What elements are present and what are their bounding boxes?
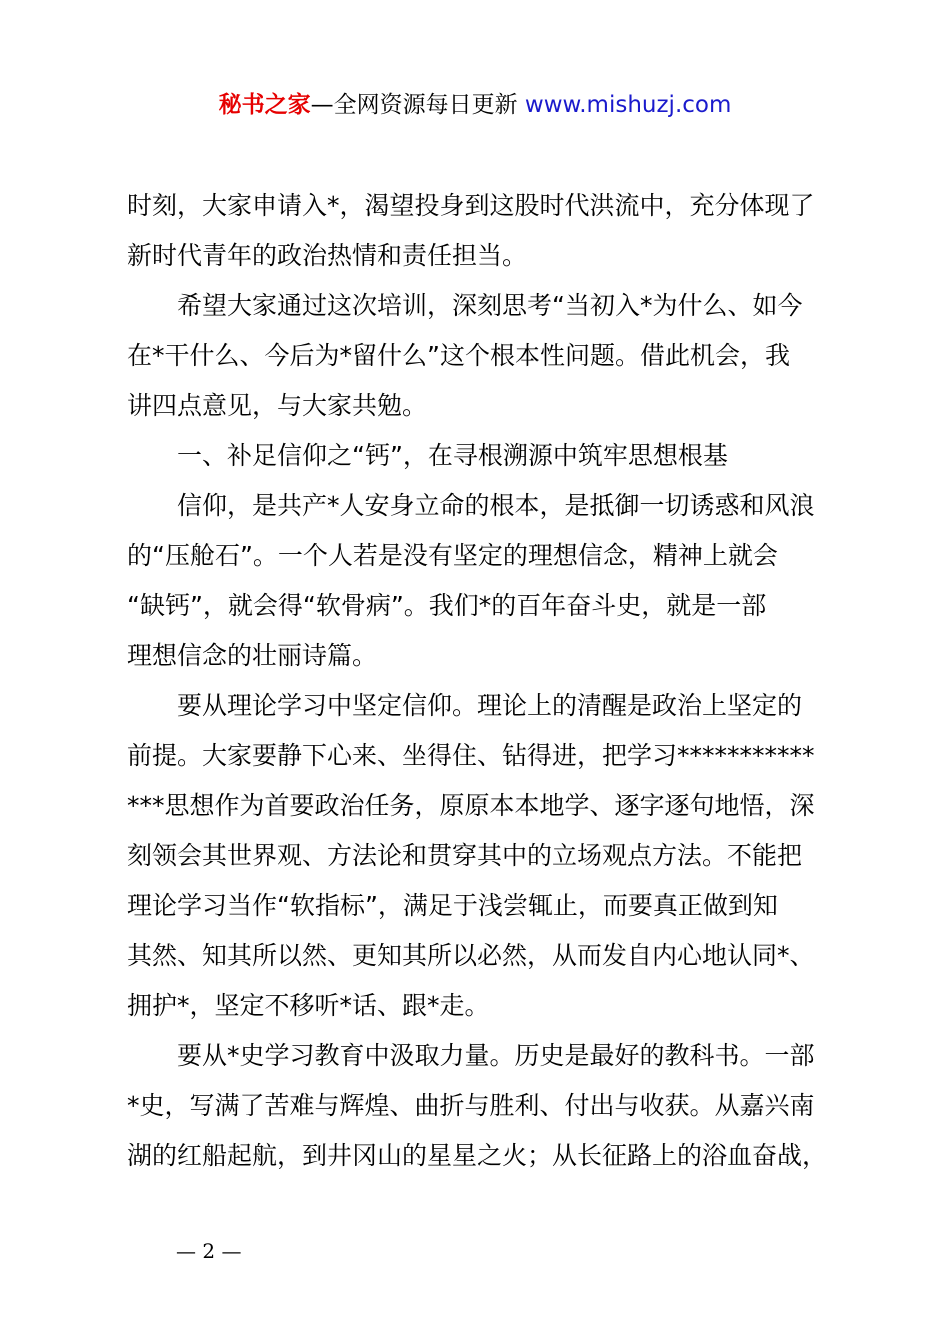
text-line: “缺钙”，就会得“软骨病”。我们*的百年奋斗史，就是一部 [127, 591, 767, 620]
text-line: 湖的红船起航，到井冈山的星星之火；从长征路上的浴血奋战， [127, 1141, 828, 1170]
text-line: 要从*史学习教育中汲取力量。历史是最好的教科书。一部 [127, 1041, 815, 1070]
text-line: 在*干什么、今后为*留什么”这个根本性问题。借此机会，我 [127, 341, 790, 370]
text-line: 信仰，是共产*人安身立命的根本，是抵御一切诱惑和风浪 [127, 491, 815, 520]
site-url-link[interactable]: www.mishuzj.com [524, 92, 732, 118]
page-number: — 2 — [176, 1239, 242, 1263]
site-header [0, 88, 950, 122]
site-tagline: —全网资源每日更新 [310, 92, 525, 118]
text-line: 其然、知其所以然、更知其所以必然，从而发自内心地认同*、 [127, 941, 815, 970]
text-line: 希望大家通过这次培训，深刻思考“当初入*为什么、如今 [127, 291, 803, 320]
document-body [127, 181, 837, 1181]
text-line: 讲四点意见，与大家共勉。 [127, 391, 428, 420]
text-line: *史，写满了苦难与辉煌、曲折与胜利、付出与收获。从嘉兴南 [127, 1091, 815, 1120]
text-line: 刻领会其世界观、方法论和贯穿其中的立场观点方法。不能把 [127, 841, 803, 870]
text-line: ***思想作为首要政治任务，原原本本地学、逐字逐句地悟，深 [127, 791, 815, 820]
text-line: 时刻，大家申请入*，渴望投身到这股时代洪流中，充分体现了 [127, 191, 815, 220]
text-line: 新时代青年的政治热情和责任担当。 [127, 241, 528, 270]
section-heading: 一、补足信仰之“钙”，在寻根溯源中筑牢思想根基 [127, 441, 728, 470]
text-line: 的“压舱石”。一个人若是没有坚定的理想信念，精神上就会 [127, 541, 778, 570]
text-line: 理想信念的壮丽诗篇。 [127, 641, 378, 670]
text-line: 理论学习当作“软指标”，满足于浅尝辄止，而要真正做到知 [127, 891, 778, 920]
text-line: 拥护*，坚定不移听*话、跟*走。 [127, 991, 490, 1020]
text-line: 前提。大家要静下心来、坐得住、钻得进，把学习*********** [127, 741, 815, 770]
site-brand: 秘书之家 [218, 92, 311, 118]
text-line: 要从理论学习中坚定信仰。理论上的清醒是政治上坚定的 [127, 691, 803, 720]
